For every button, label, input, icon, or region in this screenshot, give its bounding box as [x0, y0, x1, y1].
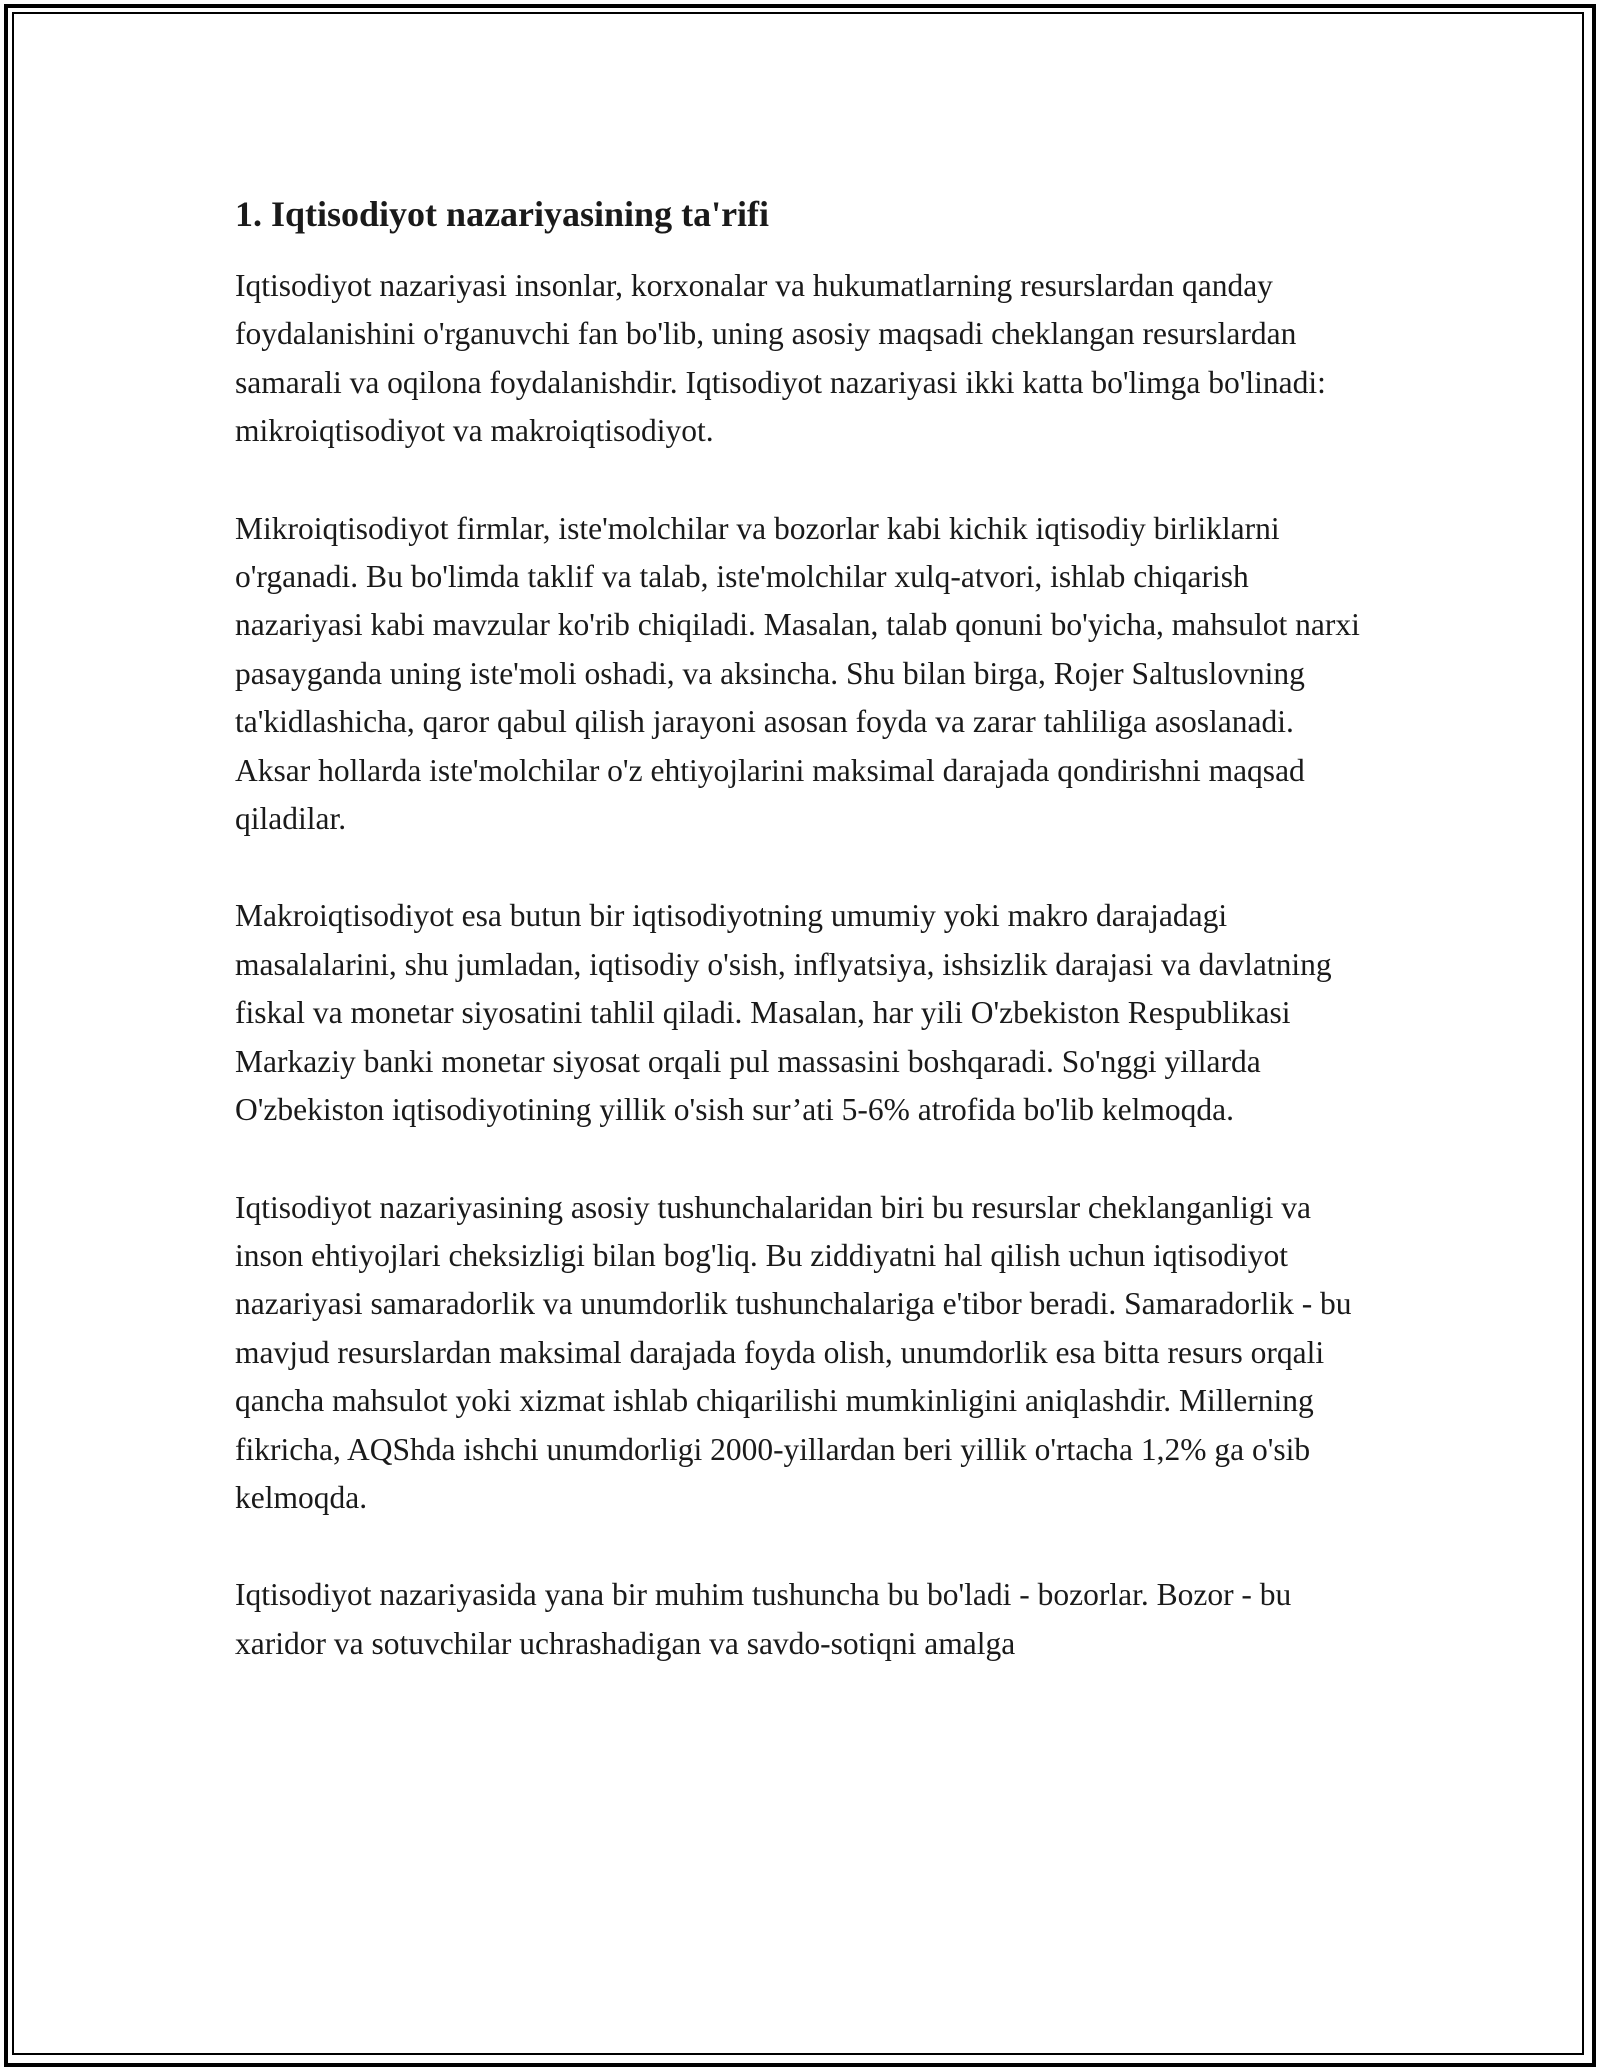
document-body — [235, 190, 1365, 1717]
section-heading: 1. Iqtisodiyot nazariyasining ta'rifi — [235, 194, 770, 234]
paragraph-microeconomics: Mikroiqtisodiyot firmlar, iste'molchilar va bozorlar kabi kichik iqtisodiy birliklarni o'rganadi. Bu bo'limda taklif va talab, iste'molchilar xulq-atvori, ishlab chiqarish nazariyasi kabi mavzular ko'rib chiqiladi. Masalan, talab qonuni bo'yicha, mahsulot narxi pasayganda uning iste'moli oshadi, va aksincha. Shu bilan birga, Rojer Saltuslovning ta'kidlashicha, qaror qabul qilish jarayoni asosan foyda va zarar tahliliga asoslanadi. Aksar hollarda iste'molchilar o'z ehtiyojlarini maksimal darajada qondirishni maqsad qiladilar. — [235, 510, 1360, 837]
paragraph-markets: Iqtisodiyot nazariyasida yana bir muhim tushuncha bu bo'ladi - bozorlar. Bozor - bu xaridor va sotuvchilar uchrashadigan va savdo-sotiqni amalga — [235, 1577, 1292, 1661]
paragraph-macroeconomics: Makroiqtisodiyot esa butun bir iqtisodiyotning umumiy yoki makro darajadagi masalalarini, shu jumladan, iqtisodiy o'sish, inflyatsiya, ishsizlik darajasi va davlatning fiskal va monetar siyosatini tahlil qiladi. Masalan, har yili O'zbekiston Respublikasi Markaziy banki monetar siyosat orqali pul massasini boshqaradi. So'nggi yillarda O'zbekiston iqtisodiyotining yillik o'sish sur’ati 5-6% atrofida bo'lib kelmoqda. — [235, 898, 1332, 1128]
paragraph-efficiency: Iqtisodiyot nazariyasining asosiy tushunchalaridan biri bu resurslar cheklanganligi va inson ehtiyojlari cheksizligi bilan bog'liq. Bu ziddiyatni hal qilish uchun iqtisodiyot nazariyasi samaradorlik va unumdorlik tushunchalariga e'tibor beradi. Samaradorlik - bu mavjud resurslardan maksimal darajada foyda olish, unumdorlik esa bitta resurs orqali qancha mahsulot yoki xizmat ishlab chiqarilishi mumkinligini aniqlashdir. Millerning fikricha, AQShda ishchi unumdorligi 2000-yillardan beri yillik o'rtacha 1,2% ga o'sib kelmoqda. — [235, 1189, 1352, 1515]
paragraph-definition: Iqtisodiyot nazariyasi insonlar, korxonalar va hukumatlarning resurslardan qanday foydalanishini o'rganuvchi fan bo'lib, uning asosiy maqsadi cheklangan resurslardan samarali va oqilona foydalanishdir. Iqtisodiyot nazariyasi ikki katta bo'limga bo'linadi: mikroiqtisodiyot va makroiqtisodiyot. — [235, 268, 1326, 449]
